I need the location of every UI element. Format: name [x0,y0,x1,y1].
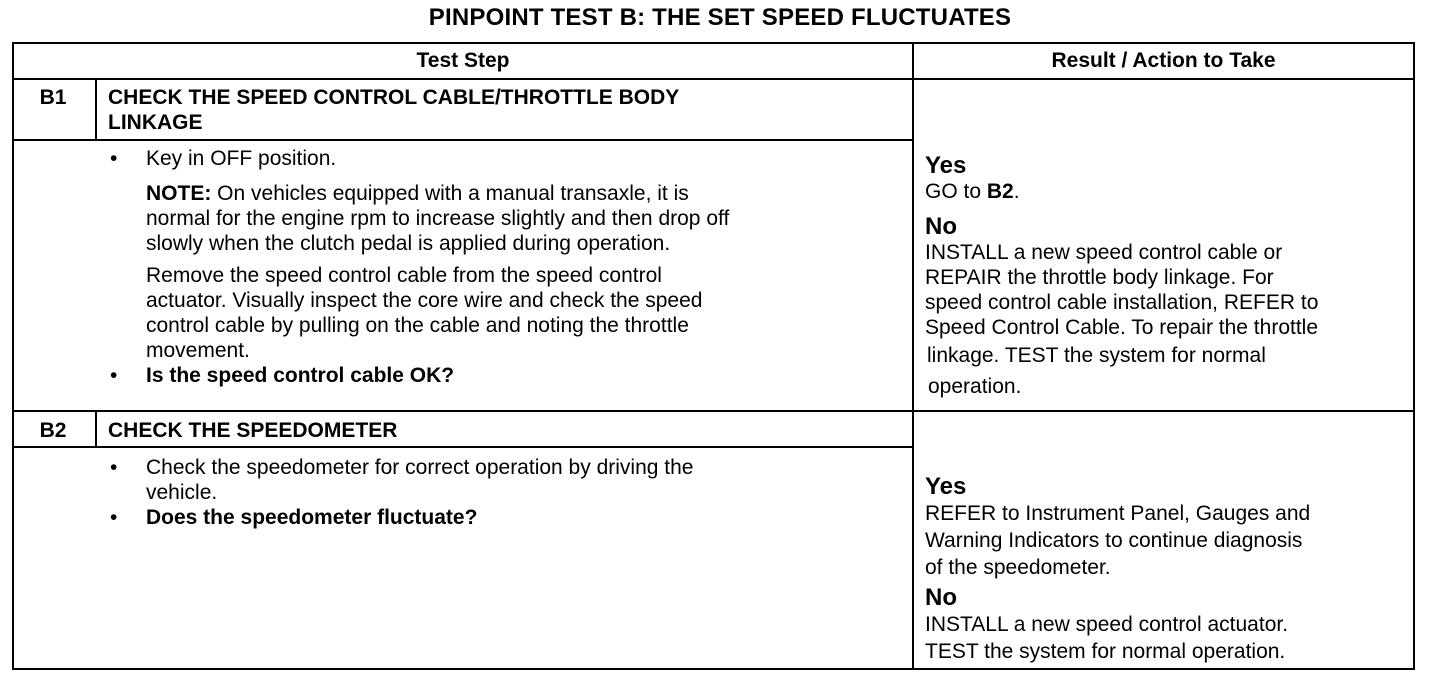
b1-no-line5: linkage. TEST the system for normal [927,344,1266,367]
note-label: NOTE: [146,182,212,205]
b1-bullet-text: Key in OFF position. [146,147,337,170]
b2-yes-line1: REFER to Instrument Panel, Gauges and [925,502,1311,525]
step-heading-b1-line1: CHECK THE SPEED CONTROL CABLE/THROTTLE BODY [108,86,680,109]
para-line2: actuator. Visually inspect the core wire and check the speed [146,289,703,312]
b1-note [146,181,906,256]
row-divider [12,410,1415,412]
step-heading-b2: CHECK THE SPEEDOMETER [108,419,398,442]
b1-paragraph [146,263,906,363]
note-line1: On vehicles equipped with a manual transaxle, it is [211,182,689,205]
para-line1: Remove the speed control cable from the speed control [146,264,662,287]
bullet-icon: • [110,147,118,170]
b1-yes-suffix: . [1013,180,1020,203]
b1-no-label: No [925,213,957,240]
b1-result [925,153,1410,399]
b1-no-line6: operation. [928,375,1022,398]
column-divider [912,42,914,670]
b2-no-label: No [925,584,957,611]
b2-no-line1: INSTALL a new speed control actuator. [925,613,1289,636]
step-heading-b1-line2: LINKAGE [108,111,203,134]
b2-yes-line3: of the speedometer. [925,556,1111,579]
b2-bullet-text [146,455,906,505]
step-id-b2: B2 [39,419,67,442]
bullet-icon: • [110,456,118,479]
b2-bullet-line2: vehicle. [146,481,218,504]
table-border-right [1413,42,1415,670]
b1-no-line1: INSTALL a new speed control cable or [925,241,1283,264]
para-line4: movement. [146,339,250,362]
b1-question: Is the speed control cable OK? [146,364,455,387]
b1-yes-label: Yes [925,152,967,179]
b1-heading-divider [12,139,914,141]
step-heading-b1 [108,85,908,135]
bullet-icon: • [110,364,118,387]
header-divider [12,78,1415,80]
b2-bullet-line1: Check the speedometer for correct operation by driving the [146,456,694,479]
b1-yes-prefix: GO to [925,180,987,203]
b1-yes-target: B2 [986,180,1014,203]
para-line3: control cable by pulling on the cable and noting the throttle [146,314,689,337]
table-border-left [12,42,14,670]
bullet-icon: • [110,506,118,529]
b1-no-line2: REPAIR the throttle body linkage. For [925,266,1274,289]
b2-result [925,474,1410,665]
header-result-action: Result / Action to Take [1051,49,1276,72]
page-title: PINPOINT TEST B: THE SET SPEED FLUCTUATES [428,4,1012,31]
note-line2: normal for the engine rpm to increase slightly and then drop off [146,207,730,230]
b2-heading-divider [12,446,914,448]
step-id-b1: B1 [39,86,67,109]
b1-no-line3: speed control cable installation, REFER to [925,291,1319,314]
table-border-top [12,42,1415,44]
b2-question: Does the speedometer fluctuate? [146,506,478,529]
b2-yes-label: Yes [925,473,967,500]
b2-no-line2: TEST the system for normal operation. [925,640,1286,663]
table-border-bottom [12,668,1415,670]
header-test-step: Test Step [416,49,510,72]
b2-yes-line2: Warning Indicators to continue diagnosis [925,529,1303,552]
b1-id-divider [95,78,97,141]
note-line3: slowly when the clutch pedal is applied during operation. [146,232,671,255]
b1-no-line4: Speed Control Cable. To repair the throttle [925,316,1319,339]
b2-id-divider [95,410,97,448]
